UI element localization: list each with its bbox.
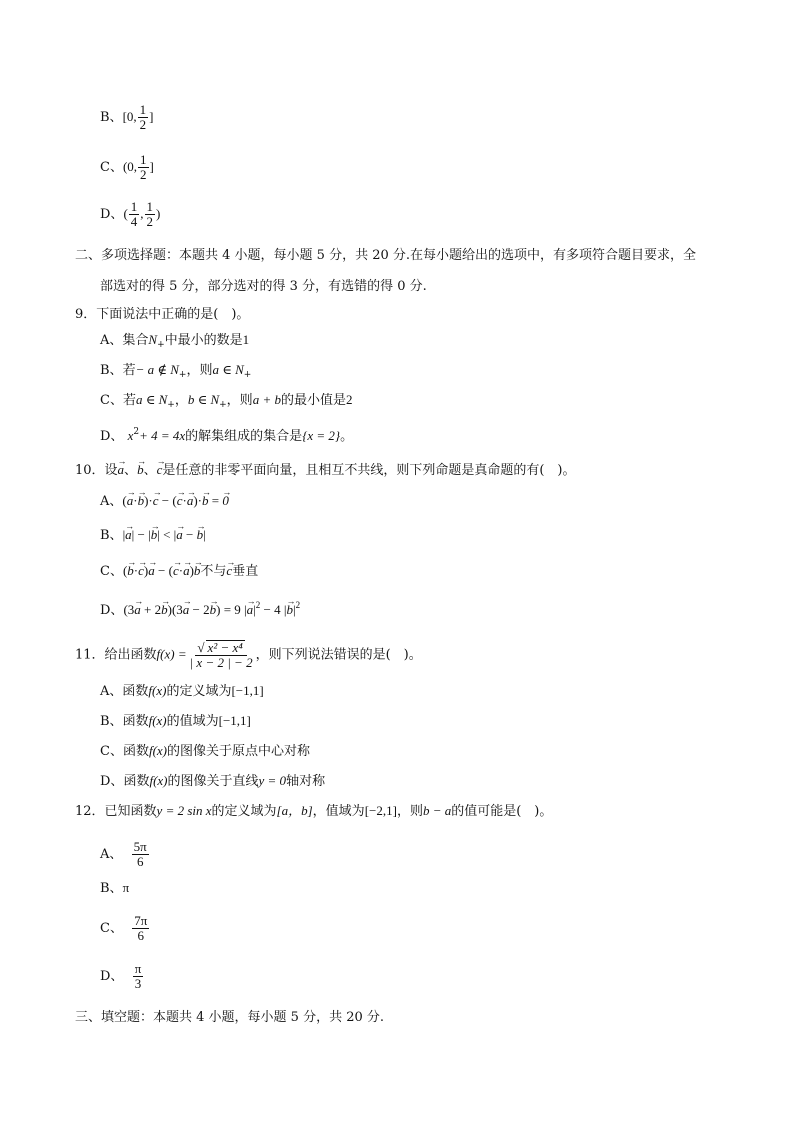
fraction [138,153,149,182]
q12-stem [75,802,552,821]
stem-text: ，值域为 [312,804,365,819]
q10-stem [75,461,576,480]
option-text: 不与 [200,564,227,579]
math: f(x) [148,743,168,758]
math: |a →| − |b →| < |a → − b →| [123,527,206,542]
math: [−2,1] [364,803,397,818]
math: (3a → + 2b →)(3a → − 2b →) = 9 $|a \to|^2 - 4$ $|b \to|^2$ [123,602,300,617]
math: f(x) [148,713,167,728]
subscript: + [167,400,175,410]
math: f(x) [148,683,167,698]
denominator: 4 [130,214,138,229]
option-text: ，则 [186,363,213,378]
q11-option-b [100,712,251,731]
denominator: 2 [139,117,147,132]
option-label: D、 [100,603,124,618]
denominator: 6 [136,854,144,869]
q8-option-b [100,103,154,132]
vector-c: c → [226,562,232,580]
option-label: B、 [100,528,123,543]
option-label: B、 [100,110,123,125]
option-text: 函数 [122,684,149,699]
q10-option-a [100,492,229,511]
q12-option-a [100,840,150,869]
section-2-heading-cont: 部选对的得 5 分，部分选对的得 3 分，有选错的得 0 分. [100,279,427,294]
option-text: 函数 [122,744,149,759]
separator: 、 [143,463,157,478]
subscript: + [219,400,227,410]
option-text: 的图像关于直线 [167,774,259,789]
math: [a，b] [276,803,313,818]
option-label: C、 [100,564,123,579]
denominator: 3 [134,976,142,991]
superscript: 2 [133,427,140,437]
numerator: 5π [133,839,147,854]
q11-option-a [100,682,264,701]
option-text: 的图像关于原点中心对称 [167,744,311,759]
subscript: + [243,370,252,380]
interval-close: ) [156,206,161,221]
q10-option-b [100,526,206,545]
option-text: 的定义域为 [166,684,232,699]
numerator: 1 [139,102,147,117]
math: a ∈ N [135,392,168,407]
math: b ∈ N [187,392,220,407]
q10-option-d [100,596,300,620]
numerator: 1 [130,199,138,214]
denominator: 2 [140,167,147,182]
section-2-heading: 二、多项选择题：本题共 4 小题，每小题 5 分，共 20 分.在每小题给出的选项中，有多项符合题目要求，全 [75,248,697,263]
vector-c: c → [157,461,163,479]
math: a ∈ N [212,362,244,377]
option-label: A、 [100,847,123,862]
separator: , [140,206,144,221]
option-label: A、 [100,684,123,699]
denominator: 2 [146,214,154,229]
q8-option-c [100,153,154,182]
q10-option-c [100,562,258,581]
numerator: 1 [140,152,147,167]
fraction [145,200,156,229]
q9-option-b [100,361,251,384]
numerator: 7π [134,913,148,928]
option-label: C、 [100,744,123,759]
math: [−1,1] [231,683,264,698]
q12-option-b [100,879,129,898]
option-text: 若 [122,363,136,378]
math: 1 [242,332,250,347]
math: a + b [252,392,281,407]
q12-option-c [100,914,150,943]
fraction [132,840,149,869]
math: π [122,880,130,895]
option-text: 函数 [122,714,149,729]
option-text: 若 [122,393,136,408]
stem-text: 是任意的非零平面向量，且相互不共线，则下列命题是真命题的有( )。 [162,463,576,478]
stem-text: 的定义域为 [211,804,277,819]
math: x [127,428,134,443]
fraction [129,200,140,229]
stem-text: ，则下列说法错误的是( )。 [255,647,422,663]
section-3-heading: 三、填空题：本题共 4 小题，每小题 5 分，共 20 分. [75,1010,385,1025]
q9-stem: 9．下面说法中正确的是( )。 [75,307,250,322]
math: [−1,1] [218,713,251,728]
math: y = 0 [258,773,287,788]
subscript: + [178,370,187,380]
stem-text: 12．已知函数 [75,804,157,819]
q9-option-d [100,423,353,446]
option-text: ， [174,393,188,408]
math: f(x) [149,773,168,788]
option-label: C、 [100,921,123,936]
q11-option-d [100,772,325,791]
math: f(x) = [156,646,187,662]
q8-option-d [100,200,160,229]
option-label: A、 [100,333,123,348]
option-label: D、 [100,774,124,789]
denominator: | x − 2 | − 2 [189,655,253,670]
option-label: D、 [100,969,124,984]
numerator: π [134,961,142,976]
option-label: B、 [100,363,123,378]
math: N [148,332,158,347]
option-label: C、 [100,393,123,408]
subscript: + [157,340,165,350]
math: y = 2 sin x [156,803,212,818]
math: − a ∉ N [135,362,179,377]
interval-close: ] [149,109,154,124]
interval-open: (0, [122,159,138,174]
numerator: 1 [146,199,154,214]
interval-open: [0, [122,109,137,124]
option-text: 轴对称 [286,774,326,789]
option-text: 中最小的数是 [164,333,243,348]
q11-stem [75,640,422,670]
option-text: 。 [340,429,354,444]
option-label: A、 [100,494,123,509]
option-text: 集合 [122,333,149,348]
option-text: ，则 [226,393,253,408]
fraction [132,914,149,943]
separator: 、 [124,463,138,478]
option-text: 垂直 [232,564,259,579]
radicand: x² − x⁴ [207,640,243,655]
vector-a: a → [118,461,125,479]
stem-text: 10．设 [75,463,118,478]
option-text: 的解集组成的集合是 [185,429,303,444]
stem-text: 的值可能是( )。 [451,804,553,819]
math: + 4 = 4x [139,428,186,443]
math: (b →·c →)a → − (c →·a →)b → [123,563,200,578]
option-label: B、 [100,881,123,896]
math: {x = 2} [302,428,341,443]
math: 2 [345,392,353,407]
interval-open: ( [123,206,128,221]
interval-close: ] [149,159,154,174]
q9-option-a [100,331,249,354]
option-label: D、 [100,207,124,222]
q9-option-c [100,391,352,414]
option-text: 的最小值是 [280,393,346,408]
option-label: B、 [100,714,123,729]
denominator: 6 [137,928,144,943]
option-label: C、 [100,160,123,175]
option-text: 的值域为 [166,714,219,729]
q12-option-d [100,962,144,991]
fraction [133,962,144,991]
stem-text: ，则 [396,804,423,819]
vector-b: b → [137,461,144,479]
fraction [138,103,149,132]
math: (a →·b →)·c → − (c →·a →)·b → = 0 → [122,493,228,508]
math: b − a [422,803,452,818]
fraction [188,640,255,670]
option-label: D、 [100,429,124,444]
q11-option-c [100,742,310,761]
option-text: 函数 [123,774,150,789]
numerator: √ x² − x⁴ [195,640,246,656]
stem-text: 11．给出函数 [75,647,157,663]
